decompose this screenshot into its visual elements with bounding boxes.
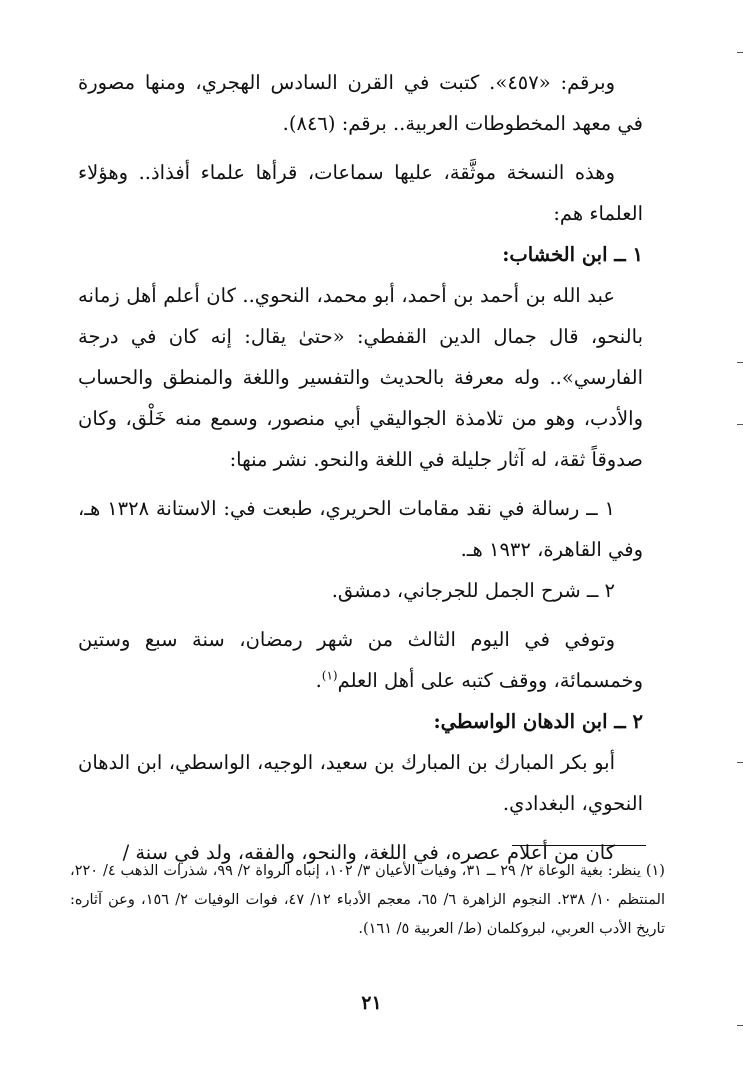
margin-tick [737,362,743,363]
paragraph-ibn-al-khashab-bio: عبد الله بن أحمد بن أحمد، أبو محمد، النحوي.. كان أعلم أهل زمانه بالنحو، قال جمال الدين القفطي: «حتىٰ يقال: إنه كان في درجة الفارسي».. وله معرفة بالحديث والتفسير واللغة والمنطق والحساب والأدب، وهو من تلامذة الجواليقي أبي منصور، وسمع منه خَلْق، وكان صدوقاً ثقة، له آثار جليلة في اللغة والنحو. نشر منها: [78,284,643,471]
paragraph-death-end: . [315,669,322,692]
list-item-2: ٢ ــ شرح الجمل للجرجاني، دمشق. [331,579,615,602]
footnote-1: (١) ينظر: بغية الوعاة ٢/ ٢٩ ــ ٣١، وفيات الأعيان ٣/ ١٠٢، إنباه الرواة ٢/ ٩٩، شذرات الذهب ٤/ ٢٢٠، المنتظم ١٠/ ٢٣٨. النجوم الزاهرة ٦/ ٦٥، معجم الأدباء ١٢/ ٤٧، فوات الوفيات ٢/ ١٥٦، وعن آثاره: تاريخ الأدب العربي، لبروكلمان (ط/ العربية ٥/ ١٦١). [70,863,665,937]
main-text [78,62,643,873]
paragraph-manuscript-number: وبرقم: «٤٥٧». كتبت في القرن السادس الهجري، ومنها مصورة في معهد المخطوطات العربية.. برقم: (٨٤٦). [78,71,643,135]
footnotes [70,857,665,944]
margin-tick [737,52,743,53]
margin-tick [737,762,743,763]
page-number: ٢١ [361,992,382,1014]
paragraph-death-text: وتوفي في اليوم الثالث من شهر رمضان، سنة سبع وستين وخمسمائة، ووقف كتبه على أهل العلم [78,628,643,692]
heading-ibn-al-khashab: ١ ــ ابن الخشاب: [502,243,643,266]
footnote-divider [512,845,646,846]
list-item-1: ١ ــ رسالة في نقد مقامات الحريري، طبعت في: الاستانة ١٣٢٨ هـ، وفي القاهرة، ١٩٣٢ هـ. [78,497,643,561]
margin-tick [737,1025,743,1026]
paragraph-scholars-intro: وهذه النسخة موثَّقة، عليها سماعات، قرأها علماء أفذاذ.. وهؤلاء العلماء هم: [78,161,643,225]
paragraph-ibn-al-dahhan-name: أبو بكر المبارك بن المبارك بن سعيد، الوجيه، الواسطي، ابن الدهان النحوي، البغدادي. [78,751,643,815]
paragraph-ibn-al-dahhan-bio: كان من أعلام عصره، في اللغة، والنحو، والفقه، ولد في سنة / [122,841,615,864]
footnote-marker: (١) [321,668,338,683]
margin-tick [737,424,743,425]
paragraph-death [78,619,643,701]
heading-ibn-al-dahhan: ٢ ــ ابن الدهان الواسطي: [433,710,643,733]
